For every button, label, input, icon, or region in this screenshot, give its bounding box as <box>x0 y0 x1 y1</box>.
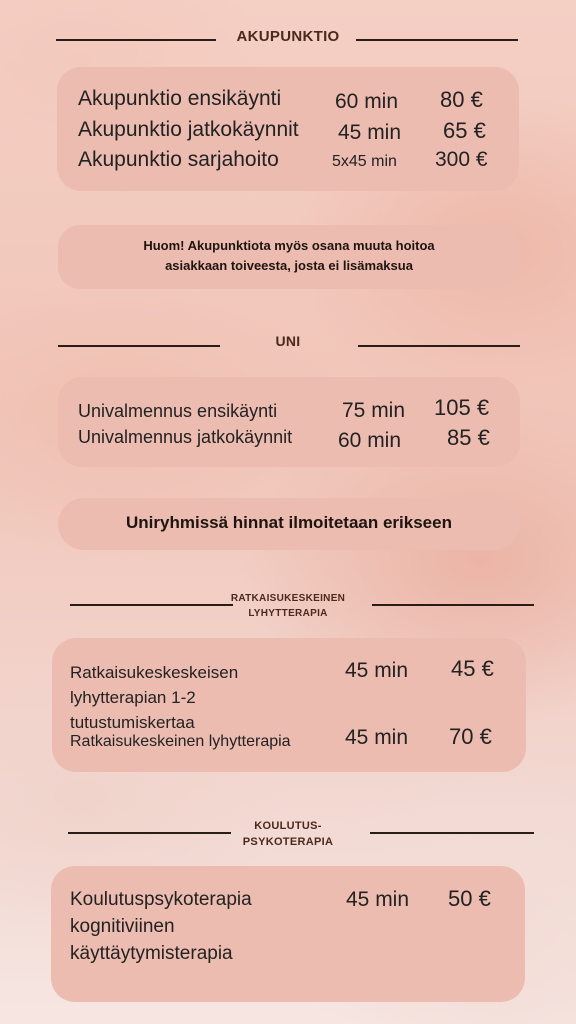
service-price: 45 € <box>451 656 494 681</box>
service-price: 80 € <box>440 87 483 112</box>
divider-line <box>68 832 231 834</box>
divider-line <box>70 604 233 606</box>
service-name-line: käyttäytymisterapia <box>70 943 233 964</box>
service-name-line: Koulutuspsykoterapia <box>70 889 252 910</box>
price-row <box>57 87 519 115</box>
service-price: 85 € <box>447 425 490 450</box>
service-duration: 45 min <box>338 121 402 144</box>
section-header-acupuncture <box>0 24 576 54</box>
service-duration: 45 min <box>345 659 409 682</box>
divider-line <box>370 832 534 834</box>
note-line: Huom! Akupunktiota myös osana muuta hoitoa <box>143 238 435 253</box>
service-name: Univalmennus jatkokäynnit <box>78 427 293 447</box>
service-duration: 75 min <box>342 399 406 422</box>
price-row <box>51 884 525 974</box>
service-name: Univalmennus ensikäynti <box>78 401 278 421</box>
service-name-line: tutustumiskertaa <box>70 713 195 732</box>
service-duration: 60 min <box>338 429 402 452</box>
price-row <box>58 395 520 423</box>
sleep-note-card <box>58 498 520 550</box>
service-name: Akupunktio ensikäynti <box>78 87 282 110</box>
sleep-price-card <box>58 377 520 467</box>
divider-line <box>372 604 534 606</box>
service-price: 70 € <box>449 724 492 749</box>
section-header-sleep <box>0 330 576 360</box>
section-header-solution-focused <box>0 588 576 624</box>
service-name: Ratkaisukeskeinen lyhytterapia <box>70 733 291 750</box>
service-name: Akupunktio sarjahoito <box>78 148 279 171</box>
service-price: 105 € <box>434 395 490 420</box>
section-title-line: PSYKOTERAPIA <box>242 836 334 848</box>
solution-focused-price-card <box>52 638 526 772</box>
price-row <box>58 425 520 453</box>
service-name <box>70 886 252 967</box>
section-title-line: KOULUTUS- <box>254 820 322 832</box>
acupuncture-price-card <box>57 67 519 191</box>
section-title-line: RATKAISUKESKEINEN <box>230 593 346 604</box>
note-text: Uniryhmissä hinnat ilmoitetaan erikseen <box>126 513 452 532</box>
service-price: 50 € <box>448 886 491 911</box>
service-name-line: lyhytterapian 1-2 <box>70 688 196 707</box>
service-name-line: kognitiviinen <box>70 916 175 937</box>
service-duration: 5x45 min <box>332 153 397 170</box>
divider-line <box>358 345 520 347</box>
note-line: asiakkaan toiveesta, josta ei lisämaksua <box>165 258 413 273</box>
service-price: 65 € <box>443 118 486 143</box>
section-title: UNI <box>275 333 301 349</box>
section-title-line: LYHYTTERAPIA <box>248 608 328 619</box>
divider-line <box>356 39 518 41</box>
acupuncture-note-card <box>58 225 520 289</box>
service-duration: 45 min <box>345 726 409 749</box>
service-duration: 60 min <box>335 90 399 113</box>
service-duration: 45 min <box>346 888 410 911</box>
price-row <box>57 148 519 176</box>
price-row <box>57 118 519 146</box>
service-name-line: Ratkaisukeskeskeisen <box>70 663 239 682</box>
service-price: 300 € <box>435 148 488 171</box>
service-name: Akupunktio jatkokäynnit <box>78 118 299 141</box>
training-psychotherapy-price-card <box>51 866 525 1002</box>
section-title: AKUPUNKTIO <box>236 28 340 45</box>
price-row <box>52 724 526 752</box>
section-header-training-psychotherapy <box>0 816 576 852</box>
